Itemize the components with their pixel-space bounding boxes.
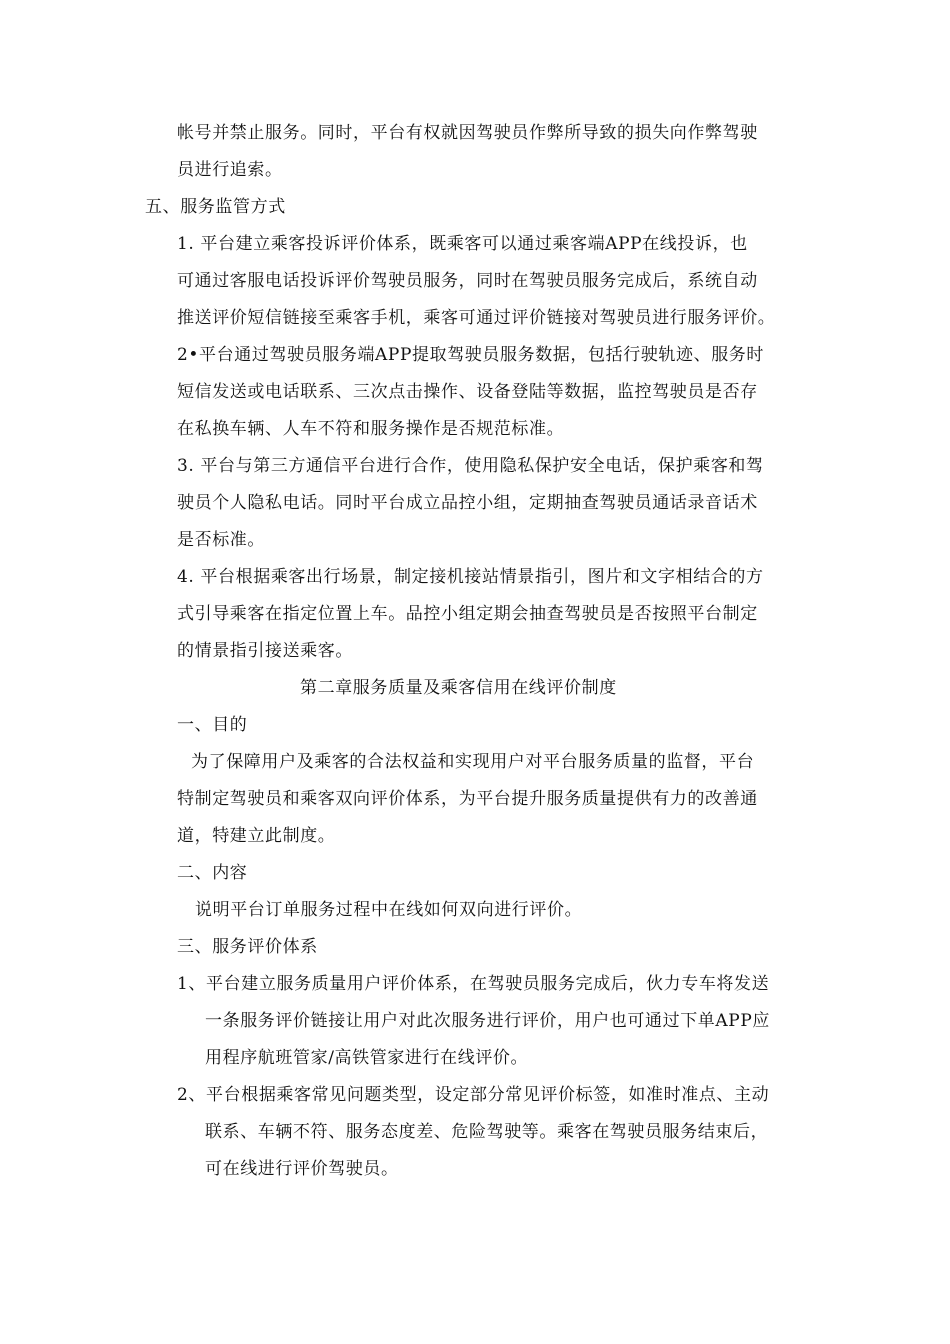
list-item-line: 用程序航班管家/高铁管家进行在线评价。 xyxy=(205,1048,529,1068)
list-item-line: 3. 平台与第三方通信平台进行合作，使用隐私保护安全电话，保护乘客和驾 xyxy=(177,456,764,476)
list-item-line: 1. 平台建立乘客投诉评价体系，既乘客可以通过乘客端APP在线投诉，也 xyxy=(177,234,748,254)
list-item-line: 在私换车辆、人车不符和服务操作是否规范标准。 xyxy=(177,419,565,439)
list-item-line: 短信发送或电话联系、三次点击操作、设备登陆等数据，监控驾驶员是否存 xyxy=(177,382,758,402)
section-heading: 三、服务评价体系 xyxy=(177,937,318,957)
paragraph-line: 特制定驾驶员和乘客双向评价体系，为平台提升服务质量提供有力的改善通 xyxy=(177,789,758,809)
list-item-line: 可在线进行评价驾驶员。 xyxy=(205,1159,399,1179)
list-item-line: 2•平台通过驾驶员服务端APP提取驾驶员服务数据，包括行驶轨迹、服务时 xyxy=(177,345,764,365)
list-item-line: 推送评价短信链接至乘客手机，乘客可通过评价链接对驾驶员进行服务评价。 xyxy=(177,308,776,328)
list-item-line: 一条服务评价链接让用户对此次服务进行评价，用户也可通过下单APP应 xyxy=(205,1011,770,1031)
list-item-line: 式引导乘客在指定位置上车。品控小组定期会抽查驾驶员是否按照平台制定 xyxy=(177,604,758,624)
list-item-line: 4. 平台根据乘客出行场景，制定接机接站情景指引，图片和文字相结合的方 xyxy=(177,567,764,587)
list-item-line: 联系、车辆不符、服务态度差、危险驾驶等。乘客在驾驶员服务结束后， xyxy=(205,1122,769,1142)
paragraph-line: 为了保障用户及乘客的合法权益和实现用户对平台服务质量的监督，平台 xyxy=(191,752,755,772)
section-heading: 五、服务监管方式 xyxy=(145,197,286,217)
paragraph-line: 说明平台订单服务过程中在线如何双向进行评价。 xyxy=(195,900,583,920)
list-item-line: 的情景指引接送乘客。 xyxy=(177,641,353,661)
section-heading: 一、目的 xyxy=(177,715,248,735)
section-heading: 二、内容 xyxy=(177,863,248,883)
list-item-line: 2、平台根据乘客常见问题类型，设定部分常见评价标签，如准时准点、主动 xyxy=(177,1085,770,1105)
paragraph-line: 员进行追索。 xyxy=(177,160,283,180)
list-item-line: 是否标准。 xyxy=(177,530,265,550)
list-item-line: 可通过客服电话投诉评价驾驶员服务，同时在驾驶员服务完成后，系统自动 xyxy=(177,271,758,291)
chapter-title: 第二章服务质量及乘客信用在线评价制度 xyxy=(300,678,617,698)
paragraph-line: 道，特建立此制度。 xyxy=(177,826,336,846)
list-item-line: 1、平台建立服务质量用户评价体系，在驾驶员服务完成后，伙力专车将发送 xyxy=(177,974,770,994)
list-item-line: 驶员个人隐私电话。同时平台成立品控小组，定期抽查驾驶员通话录音话术 xyxy=(177,493,758,513)
paragraph-line: 帐号并禁止服务。同时，平台有权就因驾驶员作弊所导致的损失向作弊驾驶 xyxy=(177,123,758,143)
